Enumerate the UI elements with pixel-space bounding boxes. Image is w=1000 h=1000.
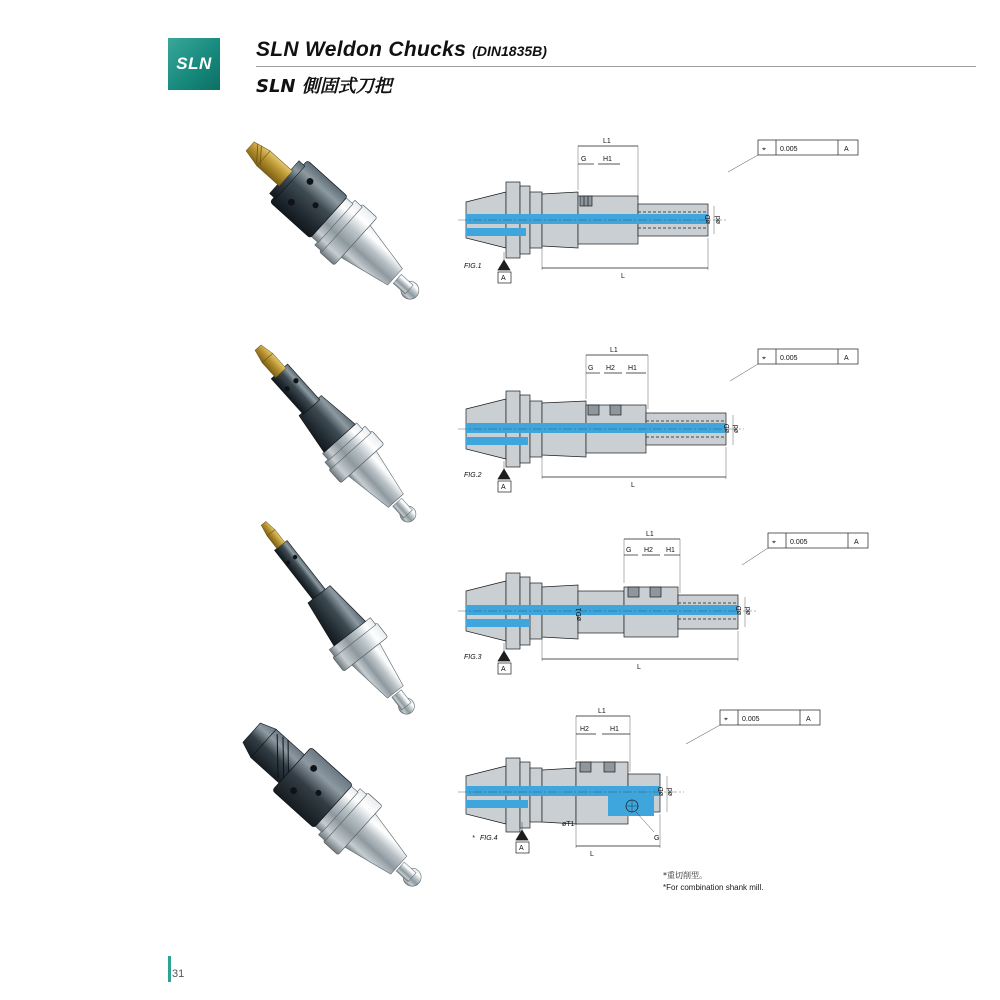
product-photo-fig3-svg <box>208 525 478 725</box>
svg-text:øD: øD <box>705 214 712 224</box>
page-title-text: SLN Weldon Chucks <box>256 38 467 61</box>
svg-text:L: L <box>631 482 635 489</box>
product-photo-fig4 <box>208 700 478 930</box>
svg-text:A: A <box>501 666 506 673</box>
header-divider <box>256 66 976 67</box>
product-photo-fig1-svg <box>208 120 478 340</box>
page-title-standard: (DIN1835B) <box>472 43 547 59</box>
svg-text:øT1: øT1 <box>562 821 575 828</box>
svg-text:G: G <box>626 547 632 554</box>
technical-drawing-fig1 <box>458 120 958 340</box>
svg-text:A: A <box>519 845 524 852</box>
svg-text:ød: ød <box>715 215 722 224</box>
svg-text:G: G <box>581 156 587 163</box>
page-title <box>256 38 547 62</box>
technical-drawing-fig2-svg <box>458 335 958 550</box>
svg-text:0.005: 0.005 <box>742 716 760 723</box>
svg-text:⌖: ⌖ <box>772 539 776 546</box>
svg-text:*: * <box>472 835 475 842</box>
sln-logo-text: SLN <box>176 54 212 73</box>
svg-text:ød: ød <box>667 787 674 796</box>
svg-text:A: A <box>854 539 859 546</box>
svg-text:øD1: øD1 <box>576 607 583 621</box>
footnotes <box>663 870 763 893</box>
svg-text:A: A <box>844 146 849 153</box>
svg-text:ød: ød <box>733 424 740 433</box>
page-title-cn <box>256 72 392 98</box>
svg-text:A: A <box>501 484 506 491</box>
svg-text:A: A <box>844 355 849 362</box>
technical-drawing-fig2 <box>458 335 958 550</box>
svg-text:L1: L1 <box>610 347 618 354</box>
fig2-label: FIG.2 <box>464 472 482 479</box>
svg-text:⌖: ⌖ <box>762 146 766 153</box>
technical-drawing-fig3-svg <box>458 525 958 725</box>
product-photo-fig3 <box>208 525 478 725</box>
technical-drawing-fig3 <box>458 525 958 725</box>
svg-text:L1: L1 <box>646 531 654 538</box>
svg-text:⌖: ⌖ <box>762 355 766 362</box>
fig3-label: FIG.3 <box>464 654 482 661</box>
svg-text:L1: L1 <box>598 708 606 715</box>
product-photo-fig2 <box>208 335 478 550</box>
figure-row-3 <box>168 525 968 725</box>
svg-text:H2: H2 <box>644 547 653 554</box>
svg-text:L: L <box>590 851 594 858</box>
svg-text:0.005: 0.005 <box>790 539 808 546</box>
footnote-en: *For combination shank mill. <box>663 882 764 892</box>
svg-text:H2: H2 <box>580 726 589 733</box>
svg-text:0.005: 0.005 <box>780 355 798 362</box>
svg-text:øD: øD <box>736 605 743 615</box>
fig1-label: FIG.1 <box>464 263 482 270</box>
product-photo-fig4-svg <box>208 700 478 930</box>
page-header <box>168 30 808 100</box>
fig4-label: FIG.4 <box>480 835 498 842</box>
svg-text:G: G <box>588 365 594 372</box>
svg-text:H1: H1 <box>628 365 637 372</box>
sln-logo <box>168 38 220 90</box>
svg-text:⌖: ⌖ <box>724 716 728 723</box>
figure-row-1 <box>168 120 968 340</box>
svg-text:øD: øD <box>658 786 665 796</box>
svg-text:A: A <box>501 275 506 282</box>
page-title-cn-text: SLN 側固式刀把 <box>256 76 392 97</box>
technical-drawing-fig1-svg <box>458 120 958 340</box>
svg-text:H1: H1 <box>603 156 612 163</box>
svg-text:L1: L1 <box>603 138 611 145</box>
figure-row-4 <box>168 700 968 930</box>
figure-row-2 <box>168 335 968 550</box>
svg-text:0.005: 0.005 <box>780 146 798 153</box>
technical-drawing-fig4-svg <box>458 700 958 930</box>
svg-text:L: L <box>621 273 625 280</box>
svg-text:G: G <box>654 835 660 842</box>
svg-text:ød: ød <box>745 606 752 615</box>
svg-text:øD: øD <box>724 423 731 433</box>
svg-text:A: A <box>806 716 811 723</box>
page-footer-accent <box>168 956 171 982</box>
svg-text:H2: H2 <box>606 365 615 372</box>
product-photo-fig2-svg <box>208 335 478 550</box>
technical-drawing-fig4 <box>458 700 958 930</box>
svg-text:H1: H1 <box>610 726 619 733</box>
svg-text:L: L <box>637 664 641 671</box>
product-photo-fig1 <box>208 120 478 340</box>
footnote-cn: *重切削型。 <box>663 871 707 880</box>
page-number: 31 <box>172 968 185 980</box>
svg-text:H1: H1 <box>666 547 675 554</box>
